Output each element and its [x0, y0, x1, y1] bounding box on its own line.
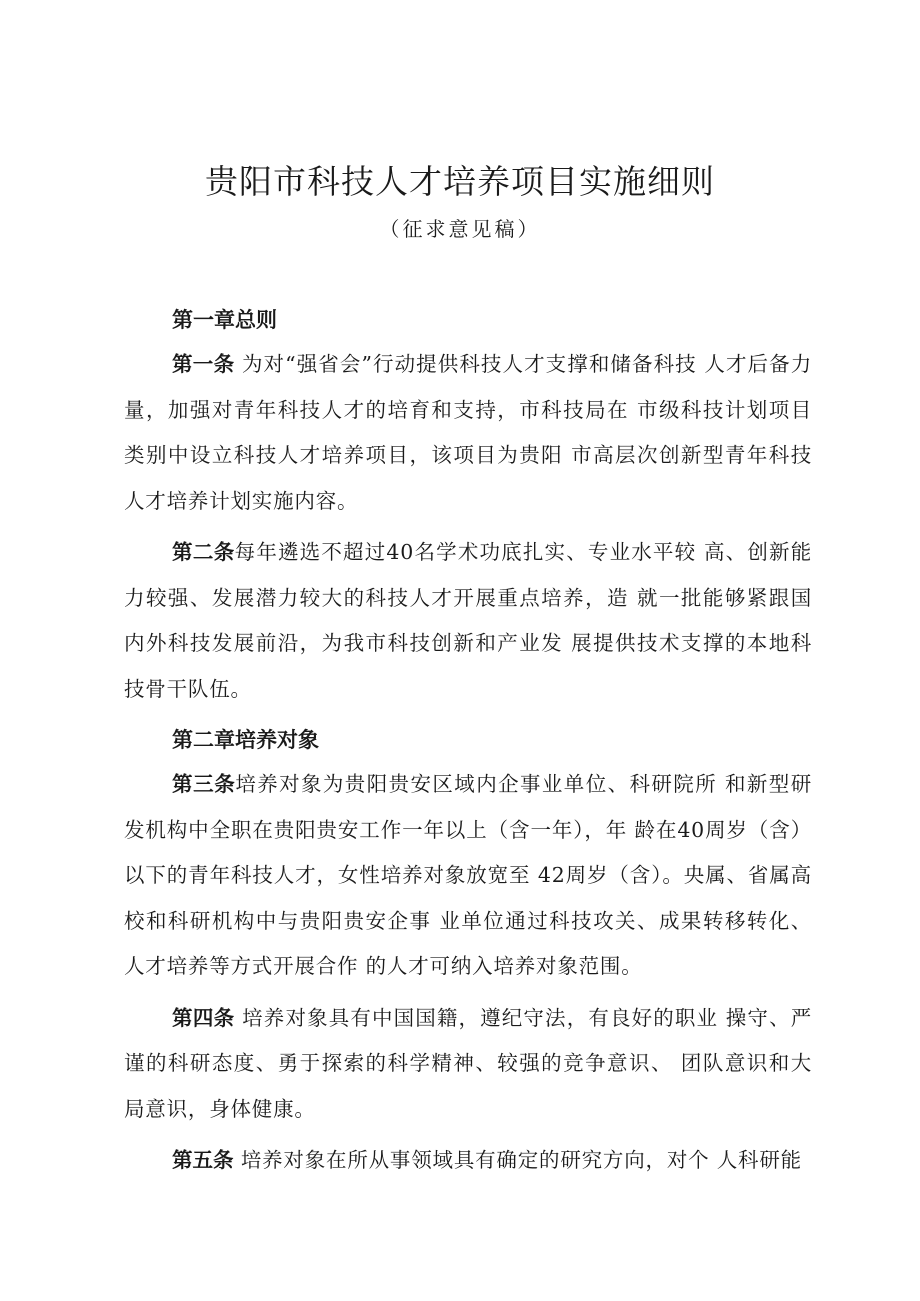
document-body: [124, 298, 812, 1184]
article-1: [124, 342, 812, 524]
document-subtitle: （征求意见稿）: [379, 217, 541, 241]
document-title: 贵阳市科技人才培养项目实施细则: [205, 162, 715, 201]
article-3: [124, 762, 812, 990]
article-1-text: 为对“强省会”行动提供科技人才支撑和储备科技 人才后备力量，加强对青年科技人才的培育和支持，市科技局在 市级科技计划项目类别中设立科技人才培养项目，该项目为贵阳 市高层次创新型青年科技人才培养计划实施内容。: [124, 352, 812, 513]
article-2: [124, 530, 812, 712]
article-2-label: 第二条: [172, 540, 235, 564]
article-4-text: 培养对象具有中国国籍，遵纪守法，有良好的职业 操守、严谨的科研态度、勇于探索的科学精神、较强的竞争意识、 团队意识和大局意识，身体健康。: [124, 1005, 813, 1121]
article-1-label: 第一条: [172, 352, 235, 376]
article-5: [124, 1138, 812, 1184]
article-4-label: 第四条: [172, 1005, 235, 1030]
article-5-label: 第五条: [172, 1148, 234, 1172]
article-5-text: 培养对象在所从事领域具有确定的研究方向，对个 人科研能: [233, 1148, 802, 1172]
chapter-1-heading: 第一章总则: [172, 308, 277, 332]
article-4: [124, 996, 812, 1133]
article-2-text: 每年遴选不超过40名学术功底扎实、专业水平较 高、创新能力较强、发展潜力较大的科技人才开展重点培养，造 就一批能够紧跟国内外科技发展前沿，为我市科技创新和产业发 展提供技术支撑的本地科技骨干队伍。: [124, 540, 813, 701]
article-3-text: 培养对象为贵阳贵安区域内企事业单位、科研院所 和新型研发机构中全职在贵阳贵安工作一年以上（含一年），年 龄在40周岁（含）以下的青年科技人才，女性培养对象放宽至 42周岁（含）。央属、省属高校和科研机构中与贵阳贵安企事 业单位通过科技攻关、成果转移转化、人才培养等方式开展合作 的人才可纳入培养对象范围。: [124, 772, 813, 978]
article-3-label: 第三条: [172, 772, 236, 796]
chapter-2-heading: 第二章培养对象: [172, 728, 319, 752]
